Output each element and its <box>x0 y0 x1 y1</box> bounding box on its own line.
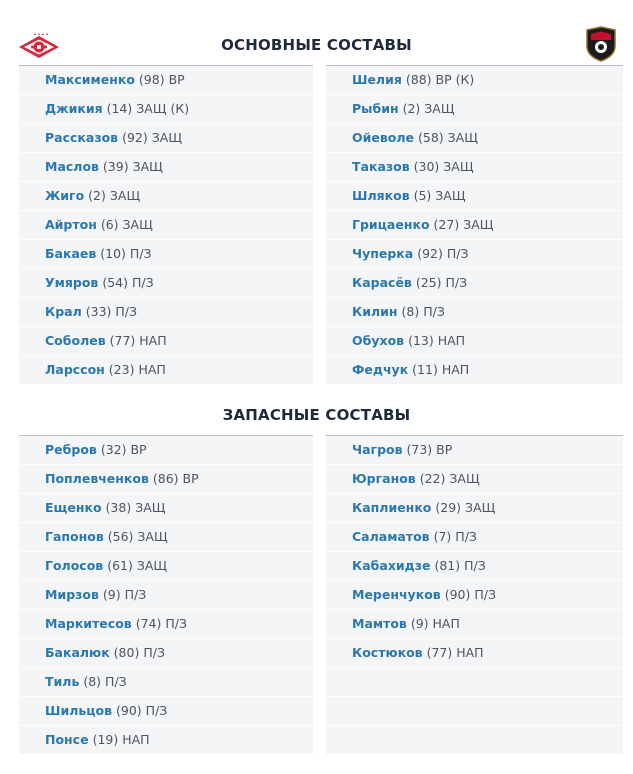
main-lineup-left <box>19 65 313 385</box>
player-position: ЗАЩ <box>449 471 480 486</box>
player-position: П/З <box>129 246 152 261</box>
player-position: П/З <box>464 558 486 573</box>
player-row <box>326 494 623 523</box>
player-position: ВР <box>168 72 185 87</box>
player-number: (5) <box>413 188 432 203</box>
player-name-link[interactable]: Маслов <box>45 159 99 174</box>
player-name-link[interactable]: Маркитесов <box>45 616 132 631</box>
empty-row <box>326 697 623 726</box>
player-row <box>19 269 313 298</box>
player-number: (10) <box>100 246 126 261</box>
player-number: (86) <box>152 471 179 486</box>
player-name-link[interactable]: Умяров <box>45 275 99 290</box>
player-name-link[interactable]: Бакалюк <box>45 645 110 660</box>
player-number: (92) <box>417 246 443 261</box>
player-number: (2) <box>88 188 106 203</box>
player-number: (92) <box>122 130 148 145</box>
player-row <box>326 269 623 298</box>
player-position: ВР (К) <box>435 72 475 87</box>
player-position: ЗАЩ <box>136 558 168 573</box>
player-position: П/З <box>165 616 187 631</box>
player-row <box>326 465 623 494</box>
player-number: (9) <box>410 616 429 631</box>
player-number: (80) <box>113 645 140 660</box>
player-position: ВР <box>130 442 147 457</box>
player-number: (2) <box>402 101 421 116</box>
player-name-link[interactable]: Обухов <box>352 333 405 348</box>
player-position: ВР <box>436 442 453 457</box>
player-name-link[interactable]: Бакаев <box>45 246 97 261</box>
player-row <box>326 211 623 240</box>
player-row <box>19 95 313 124</box>
empty-row <box>326 668 623 697</box>
player-row <box>326 95 623 124</box>
player-row <box>326 240 623 269</box>
player-position: НАП <box>139 333 167 348</box>
player-position: ЗАЩ <box>122 217 153 232</box>
player-number: (81) <box>434 558 461 573</box>
player-position: ЗАЩ <box>151 130 182 145</box>
player-row <box>19 356 313 385</box>
player-name-link[interactable]: Грицаенко <box>352 217 430 232</box>
main-lineup-right <box>326 65 623 385</box>
main-lineups-title: ОСНОВНЫЕ СОСТАВЫ <box>221 36 412 54</box>
player-name-link[interactable]: Крал <box>45 304 82 319</box>
player-name-link[interactable]: Шляков <box>352 188 410 203</box>
player-number: (33) <box>85 304 112 319</box>
player-number: (14) <box>106 101 133 116</box>
player-row <box>326 552 623 581</box>
player-row <box>19 436 313 465</box>
player-position: П/З <box>115 304 138 319</box>
player-name-link[interactable]: Айртон <box>45 217 97 232</box>
player-name-link[interactable]: Чагров <box>352 442 403 457</box>
player-name-link[interactable]: Гапонов <box>45 529 104 544</box>
player-number: (30) <box>413 159 440 174</box>
lineups-header <box>0 0 633 62</box>
player-name-link[interactable]: Мирзов <box>45 587 99 602</box>
player-position: П/З <box>124 587 147 602</box>
player-position: П/З <box>143 645 165 660</box>
player-number: (77) <box>426 645 453 660</box>
player-number: (29) <box>435 500 462 515</box>
subs-lineups-title: ЗАПАСНЫЕ СОСТАВЫ <box>222 406 411 424</box>
club-crest-icon <box>585 26 617 62</box>
player-row <box>19 327 313 356</box>
player-number: (74) <box>135 616 162 631</box>
player-name-link[interactable]: Ларссон <box>45 362 105 377</box>
player-name-link[interactable]: Юрганов <box>352 471 416 486</box>
player-number: (8) <box>401 304 420 319</box>
player-name-link[interactable]: Рыбин <box>352 101 399 116</box>
player-position: ЗАЩ <box>443 159 474 174</box>
player-position: ВР <box>182 471 199 486</box>
player-name-link[interactable]: Поплевченков <box>45 471 149 486</box>
player-number: (6) <box>100 217 119 232</box>
player-position: ЗАЩ (К) <box>136 101 190 116</box>
subs-lineup-right <box>326 435 623 755</box>
player-row <box>19 182 313 211</box>
player-position: НАП <box>122 732 150 747</box>
player-position: П/З <box>445 275 468 290</box>
player-row <box>19 668 313 697</box>
player-row <box>19 240 313 269</box>
player-number: (90) <box>116 703 142 718</box>
empty-row <box>326 726 623 755</box>
player-row <box>19 153 313 182</box>
player-position: НАП <box>441 362 470 377</box>
player-name-link[interactable]: Ойеволе <box>352 130 414 145</box>
player-position: НАП <box>138 362 166 377</box>
player-number: (54) <box>102 275 128 290</box>
player-position: ЗАЩ <box>465 500 496 515</box>
player-row <box>326 124 623 153</box>
player-number: (61) <box>107 558 133 573</box>
player-name-link[interactable]: Ребров <box>45 442 97 457</box>
player-position: НАП <box>432 616 460 631</box>
player-name-link[interactable]: Кабахидзе <box>352 558 431 573</box>
player-row <box>19 124 313 153</box>
player-position: ЗАЩ <box>463 217 494 232</box>
player-number: (32) <box>100 442 127 457</box>
player-name-link[interactable]: Тиль <box>45 674 80 689</box>
player-position: ЗАЩ <box>435 188 466 203</box>
player-number: (98) <box>138 72 165 87</box>
player-number: (13) <box>408 333 434 348</box>
player-name-link[interactable]: Таказов <box>352 159 410 174</box>
subs-lineup-left <box>19 435 313 755</box>
player-row <box>19 494 313 523</box>
player-position: ЗАЩ <box>109 188 141 203</box>
player-name-link[interactable]: Шелия <box>352 72 402 87</box>
player-name-link[interactable]: Карасёв <box>352 275 412 290</box>
player-name-link[interactable]: Саламатов <box>352 529 430 544</box>
player-number: (19) <box>92 732 119 747</box>
player-name-link[interactable]: Мамтов <box>352 616 407 631</box>
player-position: П/З <box>455 529 477 544</box>
player-row <box>19 581 313 610</box>
player-name-link[interactable]: Костюков <box>352 645 423 660</box>
player-position: П/З <box>474 587 496 602</box>
player-number: (8) <box>83 674 102 689</box>
player-row <box>19 211 313 240</box>
player-name-link[interactable]: Чуперка <box>352 246 414 261</box>
player-number: (9) <box>102 587 121 602</box>
player-row <box>326 639 623 668</box>
player-row <box>326 153 623 182</box>
player-number: (77) <box>109 333 136 348</box>
player-name-link[interactable]: Меренчуков <box>352 587 441 602</box>
player-row <box>19 697 313 726</box>
player-row <box>326 298 623 327</box>
player-row <box>19 726 313 755</box>
player-number: (90) <box>444 587 471 602</box>
player-name-link[interactable]: Голосов <box>45 558 104 573</box>
player-position: ЗАЩ <box>132 159 163 174</box>
player-number: (56) <box>107 529 134 544</box>
player-position: НАП <box>456 645 484 660</box>
player-position: НАП <box>437 333 466 348</box>
player-number: (25) <box>415 275 442 290</box>
player-name-link[interactable]: Жиго <box>45 188 85 203</box>
player-name-link[interactable]: Понсе <box>45 732 89 747</box>
player-number: (73) <box>406 442 433 457</box>
player-position: П/З <box>446 246 469 261</box>
player-row <box>19 66 313 95</box>
player-position: ЗАЩ <box>137 529 168 544</box>
player-row <box>19 298 313 327</box>
player-row <box>326 356 623 385</box>
player-row <box>19 610 313 639</box>
player-number: (11) <box>412 362 438 377</box>
player-row <box>326 581 623 610</box>
player-number: (39) <box>102 159 129 174</box>
player-name-link[interactable]: Каплиенко <box>352 500 432 515</box>
player-name-link[interactable]: Ещенко <box>45 500 102 515</box>
player-row <box>326 610 623 639</box>
player-row <box>326 182 623 211</box>
player-row <box>326 523 623 552</box>
player-position: П/З <box>105 674 127 689</box>
player-row <box>326 327 623 356</box>
player-position: ЗАЩ <box>424 101 455 116</box>
player-name-link[interactable]: Максименко <box>45 72 135 87</box>
player-row <box>326 66 623 95</box>
player-number: (38) <box>105 500 132 515</box>
player-name-link[interactable]: Соболев <box>45 333 106 348</box>
player-position: ЗАЩ <box>135 500 166 515</box>
player-position: П/З <box>131 275 154 290</box>
player-name-link[interactable]: Рассказов <box>45 130 119 145</box>
player-position: П/З <box>423 304 445 319</box>
player-number: (23) <box>108 362 135 377</box>
player-position: П/З <box>145 703 168 718</box>
player-name-link[interactable]: Килин <box>352 304 398 319</box>
player-number: (7) <box>433 529 452 544</box>
player-row <box>19 639 313 668</box>
player-name-link[interactable]: Джикия <box>45 101 103 116</box>
player-number: (88) <box>405 72 432 87</box>
player-position: ЗАЩ <box>447 130 478 145</box>
player-row <box>19 523 313 552</box>
player-number: (22) <box>419 471 446 486</box>
player-row <box>19 465 313 494</box>
player-row <box>326 436 623 465</box>
player-row <box>19 552 313 581</box>
player-name-link[interactable]: Федчук <box>352 362 409 377</box>
player-number: (27) <box>433 217 460 232</box>
player-name-link[interactable]: Шильцов <box>45 703 113 718</box>
player-number: (58) <box>417 130 444 145</box>
